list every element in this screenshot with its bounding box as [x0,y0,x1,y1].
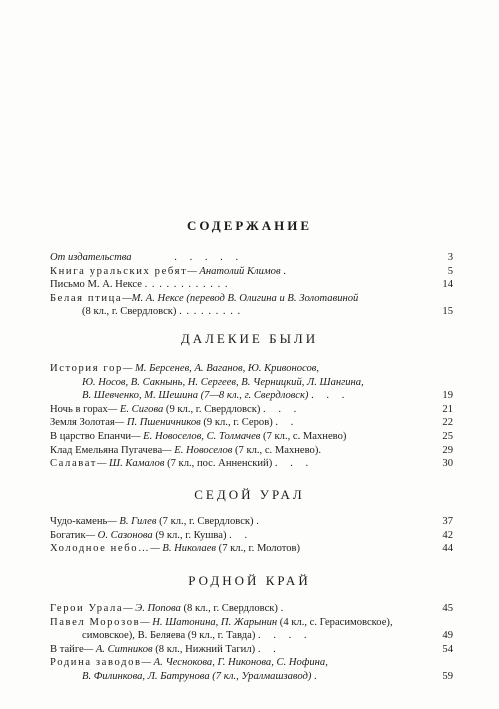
entry-author: — Н. Шатонина, П. Жарынин [140,616,278,628]
entry-title: В тайге [50,643,84,655]
entry-author: — Е. Новоселов, С. Толмачев [131,430,261,442]
entry-continuation: Ю. Носов, В. Сакнынь, Н. Сергеев, В. Черницкий, Л. Шангина, [82,376,364,388]
dot-leader: . . . . . [174,252,244,263]
page-number: 19 [442,390,453,402]
entry-title: Ночь в горах [50,403,108,415]
page-number: 44 [442,543,453,555]
dot-leader: . [314,670,322,682]
toc-section-list [50,362,453,471]
entry-title: Салават [50,458,97,470]
toc-entry [50,542,453,556]
dot-leader: . . [275,417,299,429]
entry-note: (9 кл., г. Кушва) [152,529,227,541]
dot-leader: . [280,603,289,614]
section-title: РОДНОЙ КРАЙ [188,573,311,588]
section-title: ДАЛЕКИЕ БЫЛИ [180,331,319,346]
page-number: 14 [442,279,453,291]
page-number: 37 [442,516,453,527]
entry-title: Земля Золотая [50,417,115,429]
entry-author: — В. Гилев [107,516,157,527]
page-number: 3 [447,252,453,263]
entry-author: — Е. Новоселов [162,444,233,456]
entry-note: (7 кл., г. Молотов) [216,543,301,555]
page-number: 5 [447,265,453,277]
toc-entry [50,602,453,616]
entry-author: — А. Ситников [83,643,153,655]
dot-leader: . . . . [258,630,312,642]
entry-title: Богатик [50,529,86,541]
entry-title: Письмо М. А. Нексе [50,279,142,291]
page-number: 30 [442,458,453,470]
entry-continuation: (8 кл., г. Свердловск) [82,306,177,318]
entry-title: Павел Морозов [50,616,141,628]
entry-author: —М. А. Нексе [122,292,184,304]
dot-leader: . . . [311,390,350,402]
page-number: 45 [442,603,453,614]
entry-continuation: В. Шевченко, М. Шешина (7—8 кл., г. Свердловск) [82,390,309,402]
entry-title: Герои Урала [50,603,124,614]
entry-author: — Анатолий Климов [187,265,281,277]
toc-section-list [50,602,453,684]
page-number: 22 [442,417,453,429]
page-number: 42 [442,529,453,541]
entry-title: История гор [50,363,123,374]
entry-title: Книга уральских ребят [50,265,188,277]
toc-entry [50,444,453,458]
toc-entry [50,529,453,543]
toc-entry [50,292,453,319]
entry-note: (9 кл., г. Свердловск) [163,403,261,415]
entry-note: (8 кл., г. Свердловск) [180,603,278,614]
entry-author: — Е. Сигова [107,403,164,415]
page-number: 21 [442,403,453,415]
page-number: 29 [442,444,453,456]
entry-note: (4 кл., с. Герасимовское), [277,616,393,628]
entry-note: (7 кл., с. Махнево) [260,430,347,442]
entry-title: В царство Епанчи [50,430,132,442]
entry-title: Родина заводов [50,657,142,669]
toc-entry [50,278,453,292]
entry-author: — Ш. Камалов [96,458,165,470]
toc-entry [50,265,453,279]
toc-entry [50,416,453,430]
toc-intro-list [50,251,453,319]
dot-leader: . . [229,529,253,541]
dot-leader: . . . . . . . . . [179,306,242,318]
toc-entry [50,616,453,643]
entry-author: — Э. Попова [123,603,181,614]
entry-note: (7 кл., пос. Анненский) [164,458,273,470]
entry-title: От издательства [50,252,132,263]
dot-leader: . [283,265,291,277]
entry-title: Чудо-камень [50,516,108,527]
entry-note: (9 кл., г. Серов) [200,417,273,429]
page-number: 54 [442,643,453,655]
dot-leader: . . . . . . . . . . . . [144,279,229,291]
entry-title: Белая птица [50,292,123,304]
page-number: 59 [442,670,453,682]
entry-continuation: симовское), В. Беляева (9 кл., г. Тавда) [82,630,256,642]
entry-title: Холодное небо… [50,543,151,555]
entry-note: (7 кл., г. Свердловск) [156,516,254,527]
page-number: 25 [442,430,453,442]
toc-entry [50,362,453,403]
page-number: 49 [442,630,453,642]
dot-leader: . [256,516,264,527]
toc-section-list [50,515,453,556]
toc-entry [50,430,453,444]
section-title: СЕДОЙ УРАЛ [194,487,305,502]
dot-leader: . . . [263,403,302,415]
toc-entry [50,457,453,471]
entry-author: — А. Чеснокова, Г. Никонова, С. Нофина, [141,657,328,669]
entry-note: (перевод В. Олигина и В. Золотавиной [183,292,359,304]
dot-leader: . . . [274,458,314,470]
entry-title: Клад Емельяна Пугачева [50,444,163,456]
entry-note: (7 кл., с. Махнево). [232,444,322,456]
entry-author: — О. Сазонова [85,529,153,541]
page-number: 15 [442,306,453,318]
toc-entry [50,515,453,529]
entry-author: — П. Пшеничников [114,417,201,429]
toc-entry [50,251,453,265]
entry-note: (8 кл., Нижний Тагил) [152,643,256,655]
page-title: СОДЕРЖАНИЕ [186,218,313,233]
toc-entry [50,643,453,657]
dot-leader: . . [257,643,281,655]
toc-entry [50,403,453,417]
toc-entry [50,656,453,683]
entry-author: — В. Николаев [150,543,217,555]
entry-author: — М. Берсенев, А. Ваганов, Ю. Кривоносов, [122,363,320,374]
entry-continuation: В. Филинкова, Л. Батрунова (7 кл., Уралмашзавод) [82,670,312,682]
